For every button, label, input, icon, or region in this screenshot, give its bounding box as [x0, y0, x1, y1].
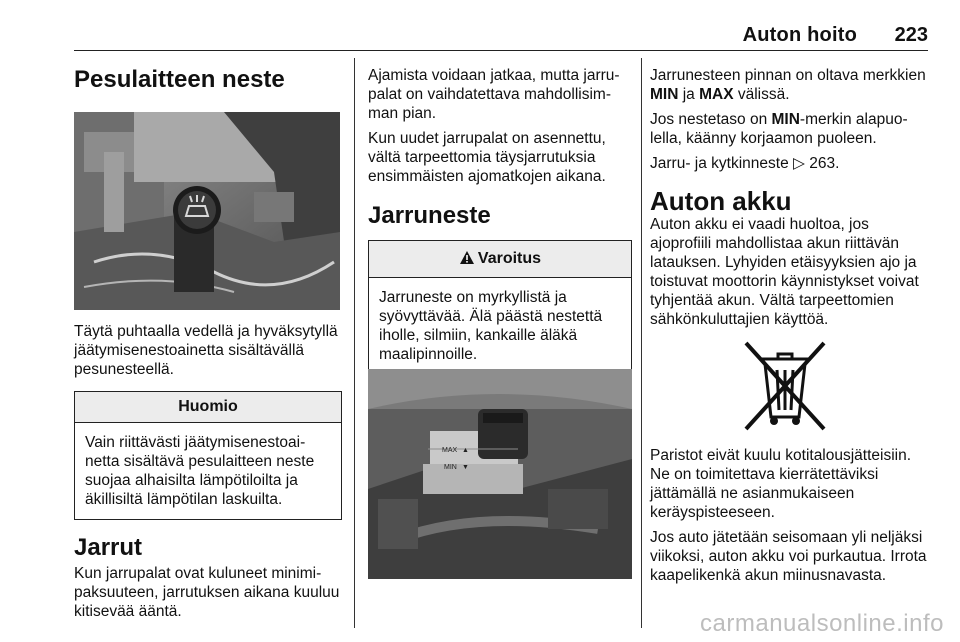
battery-storage-text: Jos auto jätetään seisomaan yli neljäksi viikoksi, auton akku voi purkautua. Irrota kaapelikenkä akun miinusnavasta. [650, 529, 927, 584]
max-mark-label: MAX [699, 86, 734, 103]
brakes-text: Kun jarrupalat ovat kuluneet minimipaksuuteen, jarrutuksen aikana kuuluu kitisevää ääntä. [74, 565, 340, 620]
watermark: carmanualsonline.info [700, 610, 944, 637]
warning-header [369, 241, 631, 278]
crossed-bin-icon [740, 337, 830, 435]
section-heading-battery: Auton akku [650, 186, 792, 216]
section-heading-brakes: Jarrut [74, 534, 143, 561]
battery-text: Auton akku ei vaadi huoltoa, jos ajoprofiili mahdollistaa akun riittävän latauksen. Lyhyiden etäisyyksien ajo ja toistuvat moottorin käynnistykset voivat tyhjentää akun. Vältä tarpeettomien sähkönkuluttajien käyttöä. [650, 216, 919, 328]
header-rule [74, 50, 928, 51]
cross-reference-link[interactable]: Jarru- ja kytkinneste ▷ 263. [650, 155, 840, 172]
new-brake-pads-text: Kun uudet jarrupalat on asennettu, vältä tarpeettomia täysjarrutuksia ensimmäisten ajomatkojen aikana. [368, 130, 606, 185]
fluid-level-text: Jarrunesteen pinnan on oltava merkkien MIN ja MAX välissä. [650, 67, 926, 103]
max-arrow-icon: ▲ [462, 447, 469, 454]
note-title: Huomio [75, 392, 341, 423]
section-heading-washer-fluid: Pesulaitteen neste [74, 66, 285, 93]
column-1 [74, 60, 342, 94]
warning-body: Jarruneste on myrkyllistä ja syövyttävää. Älä päästä nestettä iholle, silmiin, kankaille äläkä maalipinnoille. [379, 289, 603, 363]
page-number: 223 [894, 24, 928, 46]
column-3 [650, 66, 932, 335]
reservoir-max-mark: MAX [442, 447, 458, 454]
column-divider [354, 58, 355, 628]
battery-disposal-text: Paristot eivät kuulu kotitalousjätteisiin. Ne on toimitettava kierrätettäviksi jättämällä ne asianmukaiseen keräyspisteeseen. [650, 447, 912, 521]
warning-title: Varoitus [477, 250, 542, 267]
washer-reservoir-photo [74, 112, 340, 310]
column-1-body [74, 322, 342, 627]
warning-box [368, 240, 632, 373]
warning-triangle-icon [459, 243, 475, 279]
brake-fluid-reservoir-photo [368, 369, 632, 579]
column-3-bottom [650, 446, 932, 591]
note-box [74, 391, 342, 520]
low-level-text: Jos nestetaso on MIN-merkin alapuolella, käänny korjaamon puoleen. [650, 111, 908, 147]
washer-fluid-text: Täytä puhtaalla vedellä ja hyväksytyllä jäätymisenestoainetta sisältävällä pesunesteellä. [74, 323, 338, 378]
cross-reference-arrow-icon: ▷ [793, 155, 805, 172]
brake-pads-replace-text: Ajamista voidaan jatkaa, mutta jarrupalat on vaihdatettava mahdollisimman pian. [368, 67, 620, 122]
reservoir-min-mark: MIN [444, 464, 457, 471]
min-mark-label: MIN [771, 111, 800, 128]
note-body: Vain riittävästi jäätymisenestoainetta sisältävä pesulaitteen neste suojaa alhaisilta lämpötiloilta ja äkillisiltä lämpötilan laskuilta. [85, 434, 315, 508]
min-mark-label: MIN [650, 86, 679, 103]
chapter-title: Auton hoito [742, 24, 857, 46]
column-2 [368, 66, 632, 373]
min-arrow-icon: ▼ [462, 464, 469, 471]
section-heading-brake-fluid: Jarruneste [368, 202, 491, 229]
column-divider [641, 58, 642, 628]
